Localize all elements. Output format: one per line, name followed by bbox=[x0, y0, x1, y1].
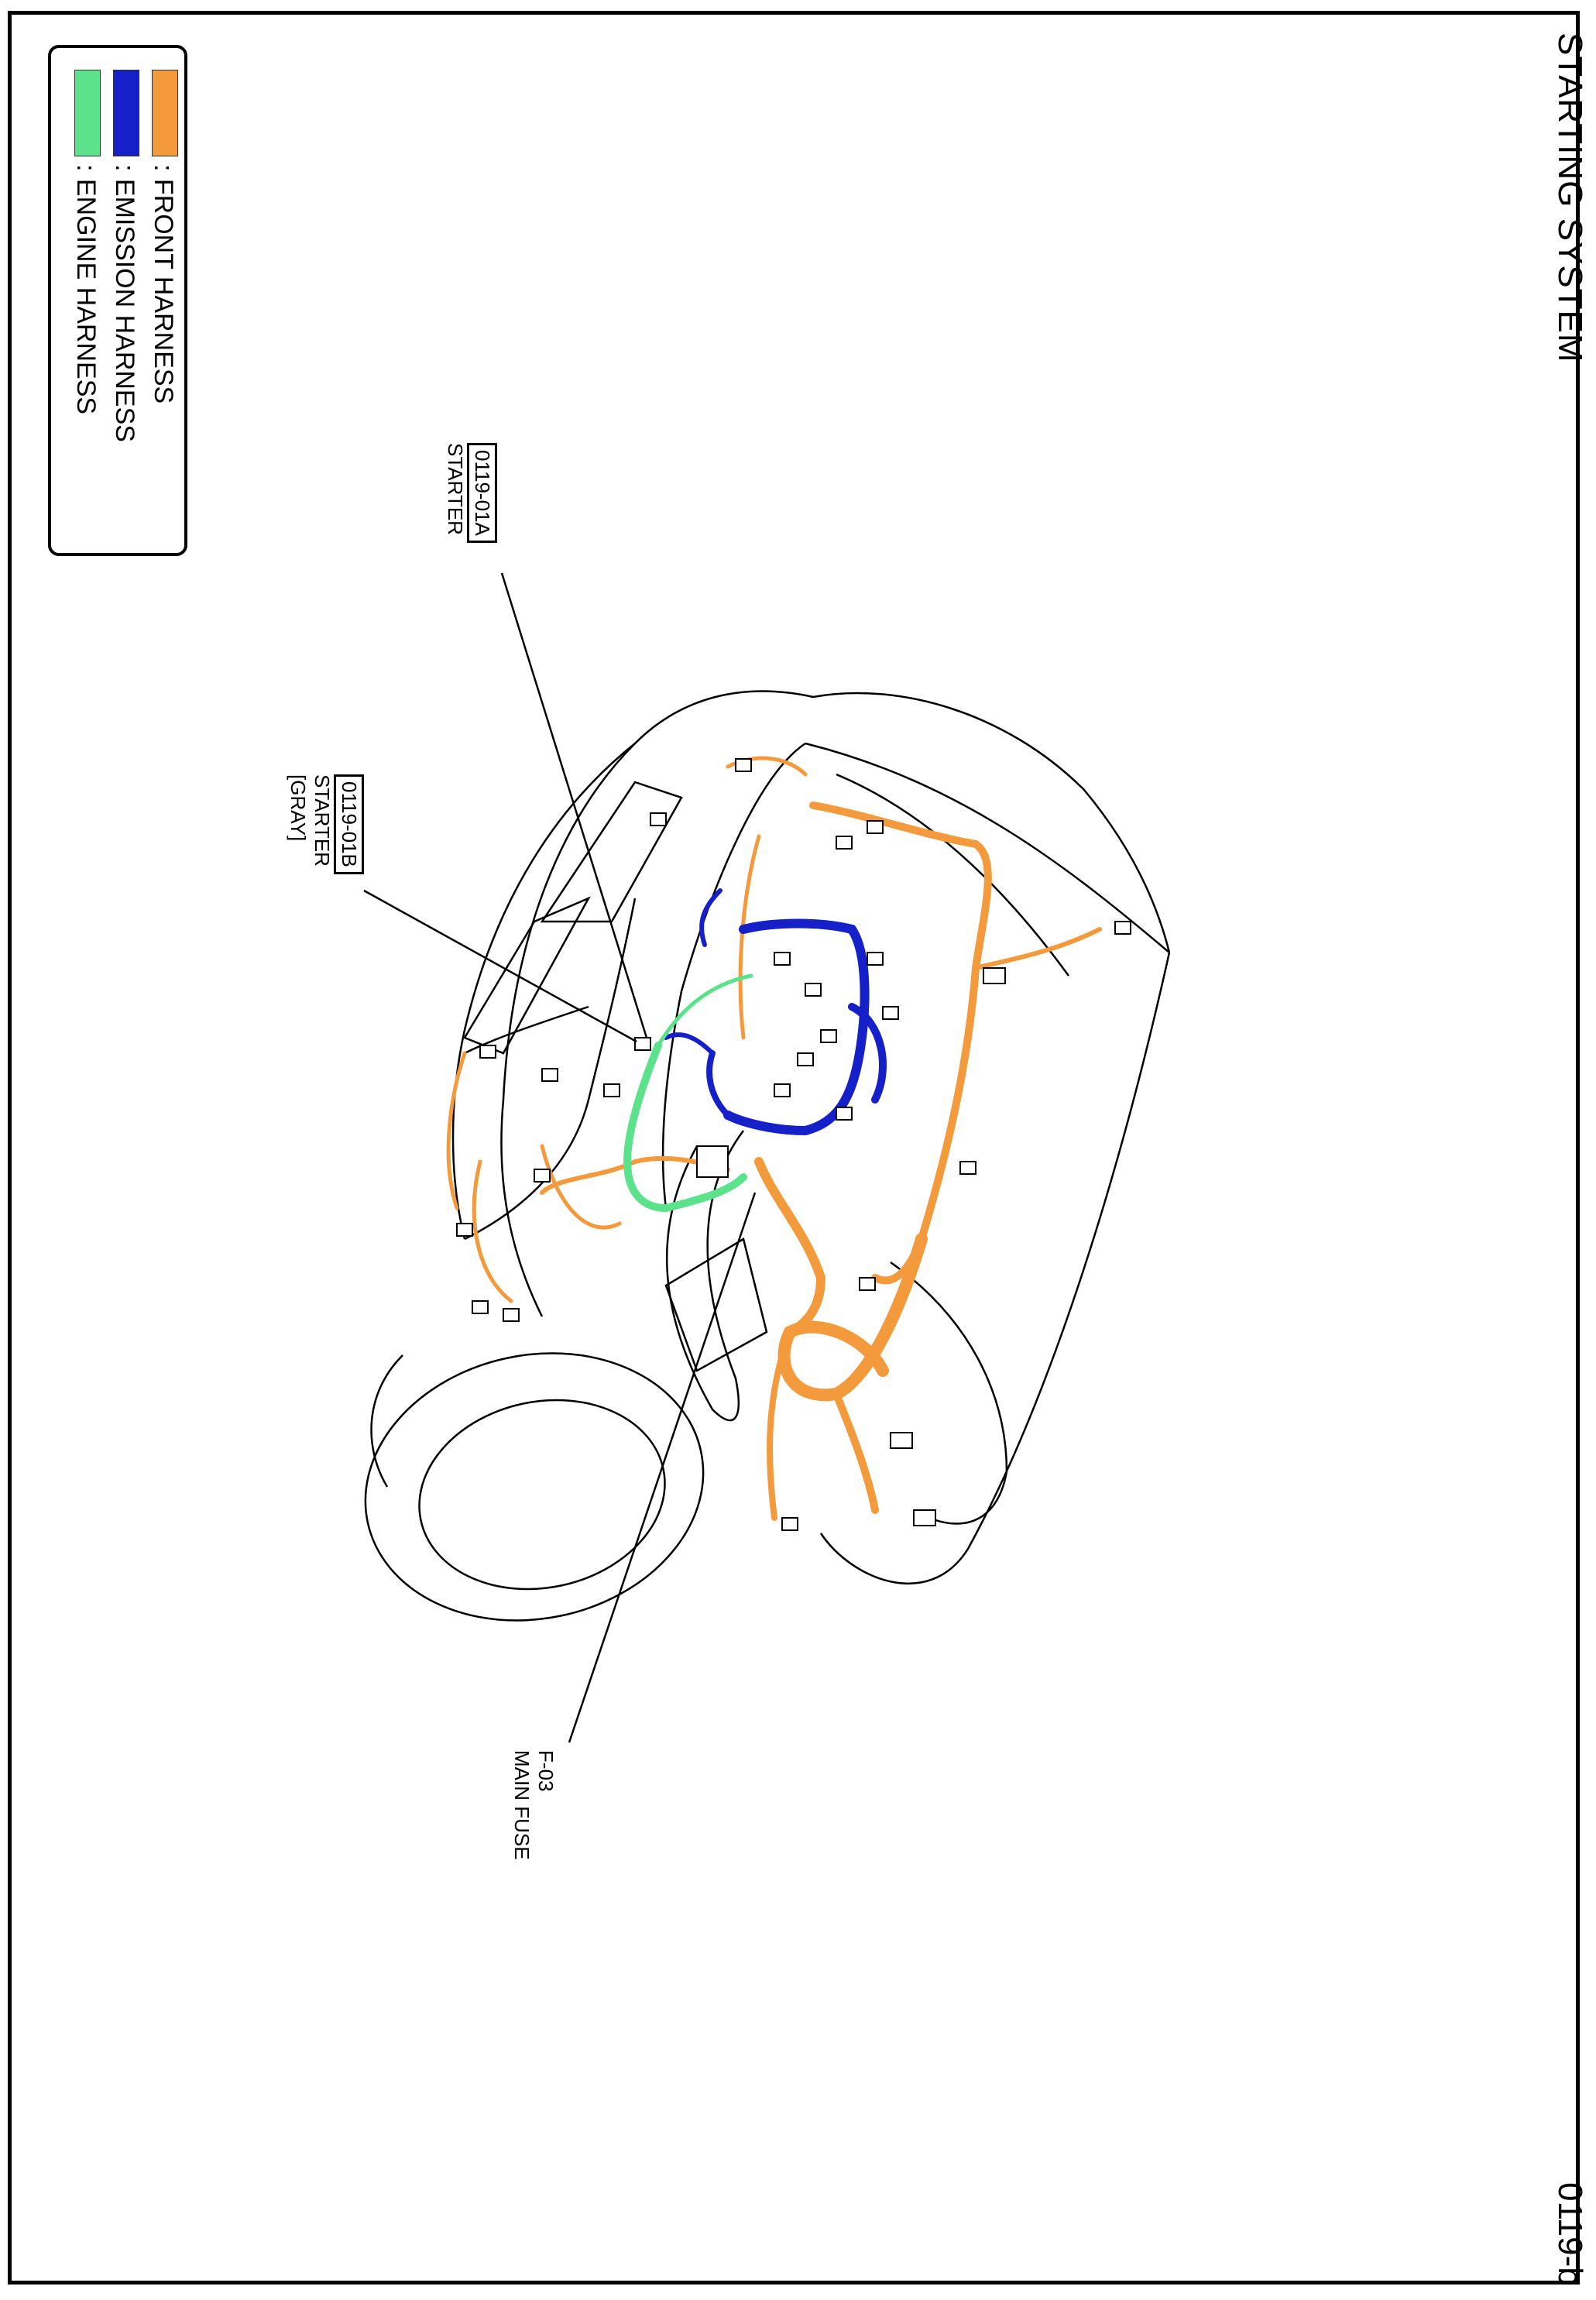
callout-starter-a-name: STARTER bbox=[444, 443, 467, 535]
callout-starter-b-detail: [GRAY] bbox=[287, 774, 310, 842]
callout-starter-a-code: 0119-01A bbox=[467, 443, 497, 543]
front-harness-route bbox=[448, 758, 1100, 1518]
legend-label-engine-harness: : ENGINE HARNESS bbox=[71, 164, 101, 415]
callout-starter-b-name: STARTER bbox=[311, 774, 334, 867]
callout-main-fuse-code: F-03 bbox=[534, 1750, 558, 1792]
callout-main-fuse-name: MAIN FUSE bbox=[510, 1750, 534, 1860]
engine-harness-route bbox=[627, 976, 751, 1208]
connector-blocks bbox=[457, 759, 1131, 1530]
legend-label-emission-harness: : EMISSION HARNESS bbox=[110, 164, 139, 442]
page-code: 0119-b bbox=[1551, 2182, 1589, 2286]
callout-starter-b-code: 0119-01B bbox=[334, 774, 364, 874]
legend-label-front-harness: : FRONT HARNESS bbox=[149, 164, 178, 404]
page-title: STARTING SYSTEM bbox=[1551, 33, 1589, 363]
vehicle-body-outline bbox=[340, 692, 1169, 1652]
